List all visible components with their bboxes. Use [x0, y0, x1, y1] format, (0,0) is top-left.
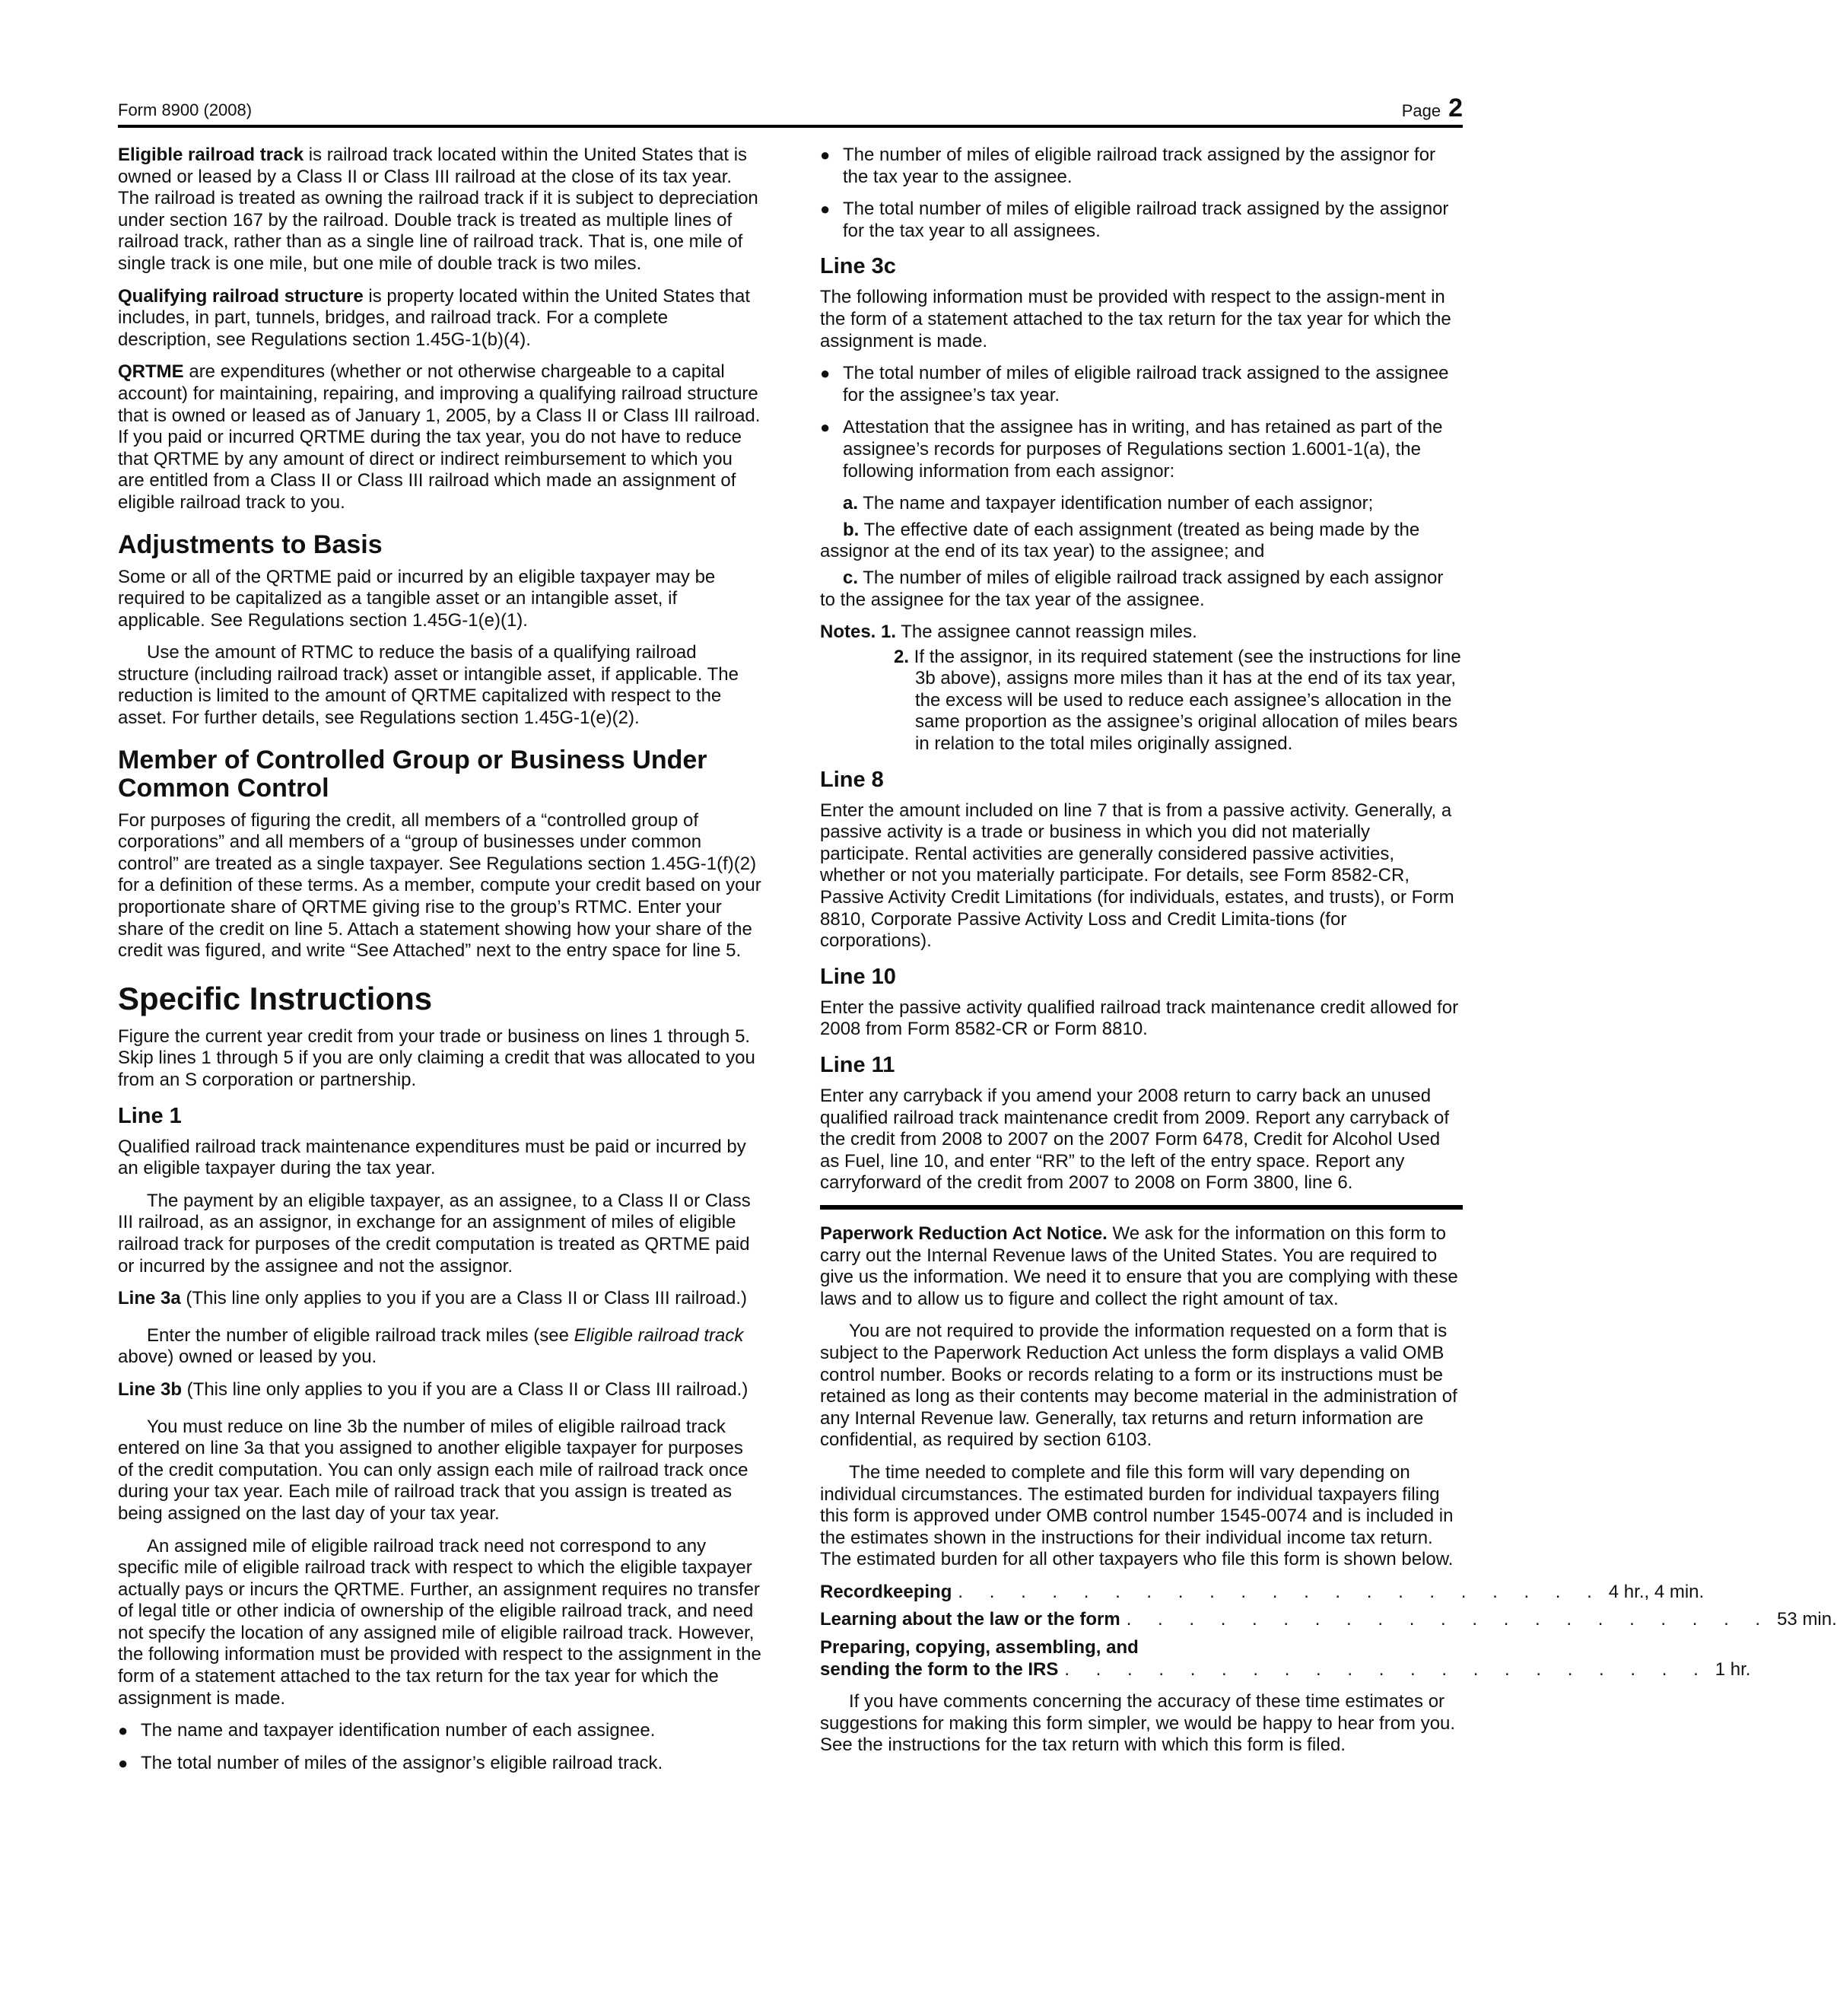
comments-para: If you have comments concerning the accuracy of these time estimates or suggestions for making this form simpler, we would be happy to hear from you. See the instructions for the tax return with which this form is filed. [820, 1691, 1456, 1756]
line10-para: Enter the passive activity qualified railroad track maintenance credit allowed for 2008 from Form 8582-CR or Form 8810. [820, 997, 1459, 1040]
heading-line-10: Line 10 [820, 964, 896, 989]
heading-line-11: Line 11 [820, 1053, 895, 1077]
burden-learning: Learning about the law or the form . . . . . . . . . . . . . . . . . . . . . 53 min. [820, 1609, 1837, 1630]
heading-line-3c: Line 3c [820, 254, 896, 279]
heading-line-8: Line 8 [820, 767, 884, 792]
adjustments-para-2: Use the amount of RTMC to reduce the basis of a qualifying railroad structure (including railroad track) asset or intangible asset, if applicable. The reduction is limited to the amount of QRTME capitalized with respect to the asset. For further details, see Regulations section 1.45G-1(e)(2). [118, 642, 739, 729]
bullet-attestation: ● Attestation that the assignee has in writing, and has retained as part of the assignee’s records for purposes of Regulations section 1.6001-1(a), the following information from each assignor: [820, 417, 1443, 482]
def-qrtme: QRTME are expenditures (whether or not otherwise chargeable to a capital account) for maintaining, repairing, and improving a qualifying railroad structure that is owned or leased as of January 1, 2005, by a Class II or Class III railroad. If you paid or incurred QRTME during the tax year, you do not have to reduce that QRTME by any amount of direct or indirect reimbursement to which you are entitled from a Class II or Class III railroad which made an assignment of eligible railroad track to you. [118, 361, 761, 513]
note-1: Notes. 1. The assignee cannot reassign miles. [820, 622, 1197, 643]
item-a: a. The name and taxpayer identification number of each assignor; [843, 493, 1374, 514]
leader-dots: . . . . . . . . . . . . . . . . . . . . . [1126, 1609, 1772, 1630]
line1-para-2: The payment by an eligible taxpayer, as an assignee, to a Class II or Class III railroad, as an assignor, in exchange for an assignment of miles of eligible railroad track for purposes of the credit computation is treated as QRTME paid or incurred by the assignee and not the assignor. [118, 1190, 751, 1277]
line8-para: Enter the amount included on line 7 that is from a passive activity. Generally, a passive activity is a trade or business in which you did not materially participate. Rental activities are generally considered passive activities, whether or not you materially participate. For details, see Form 8582-CR, Passive Activity Credit Limitations (for individuals, estates, and trusts), or Form 8810, Corporate Passive Activity Loss and Credit Limita-tions (for corporations). [820, 800, 1454, 952]
line3c-para: The following information must be provided with respect to the assign-ment in the form of a statement attached to the tax return for the tax year for which the assignment is made. [820, 287, 1451, 351]
item-b: b. The effective date of each assignment (treated as being made by the assignor at the end of its tax year) to the assignee; and [820, 519, 1420, 562]
controlled-group-para: For purposes of figuring the credit, all members of a “controlled group of corporations” and all members of a “group of businesses under common control” are treated as a single taxpayer. See Regulations section 1.45G-1(f)(2) for a definition of these terms. As a member, compute your credit based on your proportionate share of QRTME giving rise to the group’s RTMC. Enter your share of the credit on line 5. Attach a statement showing how your share of the credit was figured, and write “See Attached” next to the entry space for line 5. [118, 809, 761, 962]
bullet-miles-all-assignees: ● The total number of miles of eligible railroad track assigned by the assignor for the tax year to all assignees. [820, 199, 1449, 241]
heading-adjustments: Adjustments to Basis [118, 529, 383, 559]
bullet-assignee-miles: ● The total number of miles of eligible railroad track assigned to the assignee for the assignee’s tax year. [820, 363, 1449, 405]
def-qualifying-structure: Qualifying railroad structure is property located within the United States that includes, in part, tunnels, bridges, and railroad track. For a complete description, see Regulations section 1.45G-1(b)(4). [118, 285, 751, 350]
def-eligible-track: Eligible railroad track is railroad track located within the United States that is owned or leased by a Class II or Class III railroad at the close of its tax year. The railroad is treated as owning the railroad track if it is subject to depreciation under section 167 by the railroad. Double track is treated as multiple lines of railroad track, rather than as a single line of railroad track. That is, one mile of single track is one mile, but one mile of double track is two miles. [118, 145, 758, 274]
section-divider [820, 1205, 1463, 1210]
note-2: 2. If the assignor, in its required statement (see the instructions for line 3b above), assigns more miles than it has at the end of its tax year, the excess will be used to reduce each assignee’s allocation in the same proportion as the assignee’s original allocation of miles bears in relation to the total miles originally assigned. [894, 646, 1461, 755]
line3b-para: Line 3b (This line only applies to you if you are a Class II or Class III railroad.) [118, 1378, 748, 1400]
paperwork-para-3: The time needed to complete and file this form will vary depending on individual circumstances. The estimated burden for individual taxpayers filing this form is approved under OMB control number 1545-0074 and is included in the estimates shown in the instructions for their individual income tax return. The estimated burden for all other taxpayers who file this form is shown below. [820, 1461, 1454, 1570]
left-column [118, 145, 763, 1785]
line3b-para-1: You must reduce on line 3b the number of miles of eligible railroad track entered on line 3a that you assigned to another eligible taxpayer for purposes of the credit computation. You can only assign each mile of railroad track once during your tax year. Each mile of railroad track that you assign is treated as being assigned on the last day of your tax year. [118, 1416, 748, 1524]
bullet-miles-to-assignee: ● The number of miles of eligible railroad track assigned by the assignor for the tax year to the assignee. [820, 145, 1436, 187]
page-header [118, 94, 1463, 128]
right-column [820, 145, 1837, 1767]
heading-controlled-group: Member of Controlled Group or Business Under Common Control [118, 745, 707, 803]
leader-dots: . . . . . . . . . . . . . . . . . . . . . [1064, 1658, 1709, 1680]
paperwork-para-2: You are not required to provide the information requested on a form that is subject to the Paperwork Reduction Act unless the form displays a valid OMB control number. Books or records relating to a form or its instructions must be retained as long as their contents may become material in the administration of any Internal Revenue law. Generally, tax returns and return information are confidential, as required by section 6103. [820, 1321, 1457, 1451]
paperwork-notice: Paperwork Reduction Act Notice. We ask for the information on this form to carry out the Internal Revenue laws of the United States. You are required to give us the information. We need it to ensure that you are complying with these laws and to allow us to figure and collect the right amount of tax. [820, 1223, 1458, 1309]
burden-preparing: Preparing, copying, assembling, and sending the form to the IRS . . . . . . . . . . . . . . . . . . . . . 1 hr. [820, 1637, 1751, 1680]
line11-para: Enter any carryback if you amend your 2008 return to carry back an unused qualified railroad track maintenance credit from 2009. Report any carryback of the credit from 2008 to 2007 on the 2007 Form 6478, Credit for Alcohol Used as Fuel, line 10, and enter “RR” to the left of the entry space. Report any carryforward of the credit from 2007 to 2008 on Form 3800, line 6. [820, 1086, 1450, 1194]
specific-para: Figure the current year credit from your trade or business on lines 1 through 5. Skip lines 1 through 5 if you are only claiming a credit that was allocated to you from an S corporation or partnership. [118, 1025, 755, 1090]
bullet-total-miles: ● The total number of miles of the assignor’s eligible railroad track. [118, 1752, 663, 1773]
line1-para-1: Qualified railroad track maintenance expenditures must be paid or incurred by an eligible taxpayer during the tax year. [118, 1136, 746, 1179]
form-id: Form 8900 (2008) [118, 100, 253, 119]
heading-line-1: Line 1 [118, 1103, 182, 1128]
leader-dots: . . . . . . . . . . . . . . . . . . . . . [958, 1581, 1603, 1602]
bullet-assignee-name: ● The name and taxpayer identification number of each assignee. [118, 1720, 656, 1741]
adjustments-para-1: Some or all of the QRTME paid or incurred by an eligible taxpayer may be required to be capitalized as a tangible asset or an intangible asset, if applicable. See Regulations section 1.45G-1(e)(1). [118, 566, 716, 631]
item-c: c. The number of miles of eligible railroad track assigned by each assignor to the assignee for the tax year of the assignee. [820, 567, 1444, 610]
heading-specific-instructions: Specific Instructions [118, 980, 433, 1016]
line3a-para: Line 3a (This line only applies to you if you are a Class II or Class III railroad.) [118, 1288, 748, 1309]
line3b-para-2: An assigned mile of eligible railroad track need not correspond to any specific mile of eligible railroad track with respect to which the eligible taxpayer actually pays or incurs the QRTME. Further, an assignment requires no transfer of legal title or other indicia of ownership of the eligible railroad track, and need not specify the location of any assigned mile of eligible railroad track. However, the following information must be provided with respect to the assignment in the form of a statement attached to the tax return for the tax year for which the assignment is made. [118, 1535, 761, 1709]
line3a-instruction: Enter the number of eligible railroad track miles (see Eligible railroad track above) owned or leased by you. [118, 1324, 744, 1368]
page-number: Page 2 [1401, 94, 1463, 122]
burden-recordkeeping: Recordkeeping . . . . . . . . . . . . . . . . . . . . . 4 hr., 4 min. [820, 1581, 1705, 1602]
